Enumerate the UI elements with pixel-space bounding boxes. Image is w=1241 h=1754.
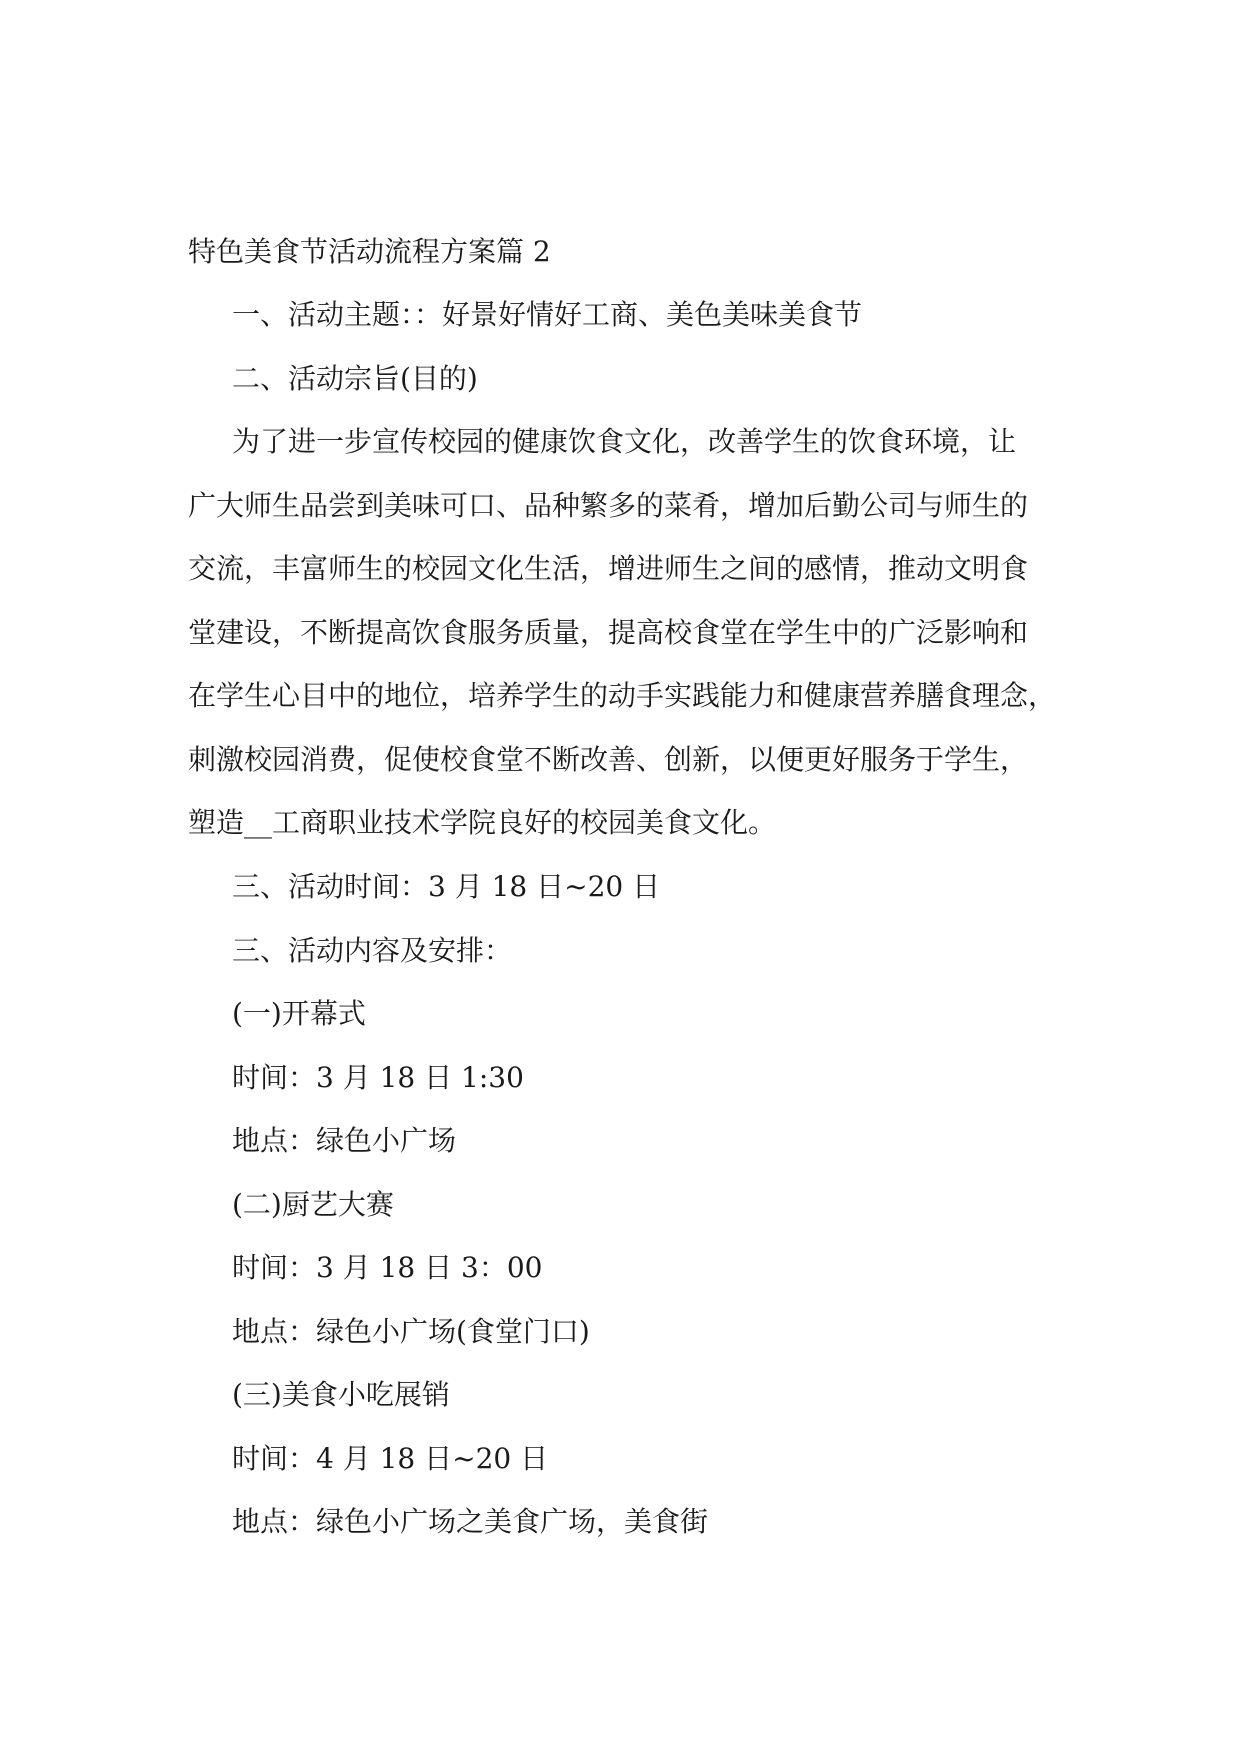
purpose-paragraph-line: 堂建设，不断提高饮食服务质量，提高校食堂在学生中的广泛影响和: [188, 616, 1029, 649]
purpose-paragraph-line: 在学生心目中的地位，培养学生的动手实践能力和健康营养膳食理念，: [188, 679, 1057, 712]
contest-time: 时间：3 月 18 日 3：00: [232, 1251, 543, 1284]
activity-content-heading: 三、活动内容及安排：: [232, 934, 513, 967]
opening-location: 地点：绿色小广场: [232, 1124, 457, 1157]
snack-time: 时间：4 月 18 日~20 日: [232, 1442, 549, 1475]
document-title: 特色美食节活动流程方案篇 2: [188, 235, 551, 268]
section-cooking-contest: (二)厨艺大赛: [232, 1188, 394, 1221]
contest-location: 地点：绿色小广场(食堂门口): [232, 1315, 590, 1348]
section-snack-exhibition: (三)美食小吃展销: [232, 1378, 450, 1411]
purpose-paragraph-line: 为了进一步宣传校园的健康饮食文化，改善学生的饮食环境，让: [232, 425, 1017, 458]
activity-theme: 一、活动主题：：好景好情好工商、美色美味美食节: [232, 298, 863, 331]
activity-purpose-heading: 二、活动宗旨(目的): [232, 362, 478, 395]
purpose-paragraph-line: 广大师生品尝到美味可口、品种繁多的菜肴，增加后勤公司与师生的: [188, 489, 1029, 522]
activity-time: 三、活动时间：3 月 18 日~20 日: [232, 870, 661, 903]
snack-location: 地点：绿色小广场之美食广场，美食街: [232, 1505, 709, 1538]
purpose-paragraph-line: 刺激校园消费，促使校食堂不断改善、创新，以便更好服务于学生，: [188, 743, 1029, 776]
section-opening-ceremony: (一)开幕式: [232, 997, 366, 1030]
purpose-paragraph-line: 交流，丰富师生的校园文化生活，增进师生之间的感情，推动文明食: [188, 552, 1029, 585]
opening-time: 时间：3 月 18 日 1:30: [232, 1061, 524, 1094]
purpose-paragraph-line: 塑造__工商职业技术学院良好的校园美食文化。: [188, 806, 777, 839]
